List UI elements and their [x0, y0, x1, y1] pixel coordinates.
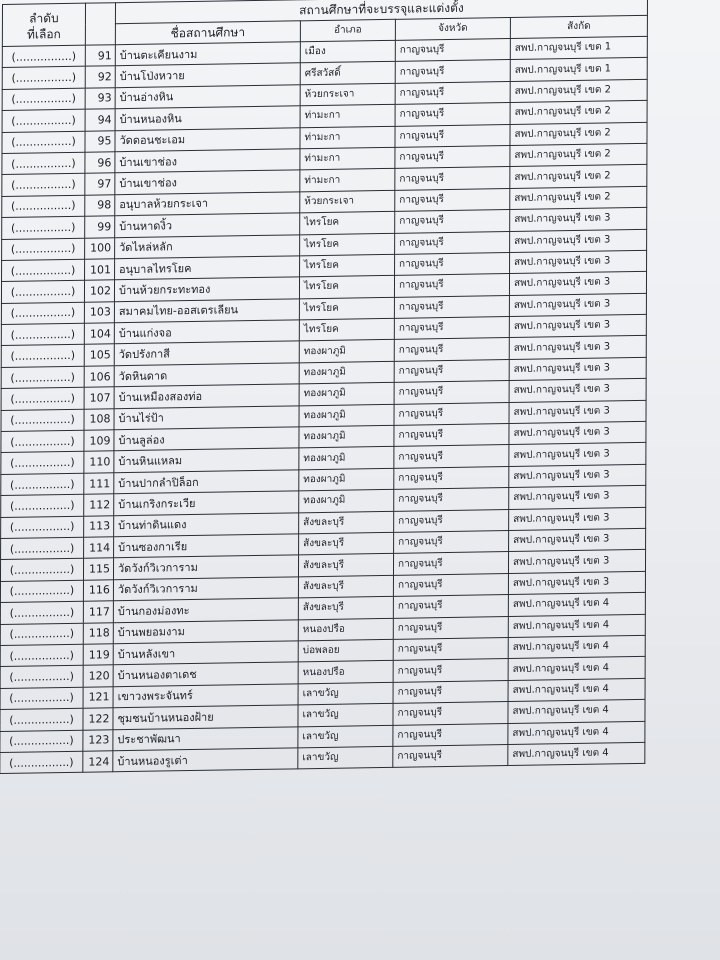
row-number: 114 [84, 537, 114, 559]
row-number: 94 [85, 109, 115, 131]
province-name: กาญจนบุรี [393, 723, 508, 746]
amphoe-name: ทองผาภูมิ [299, 468, 394, 491]
province-name: กาญจนบุรี [393, 659, 508, 682]
affiliation-name: สพป.กาญจนบุรี เขต 3 [510, 229, 647, 253]
province-name: กาญจนบุรี [395, 252, 510, 275]
school-name: บ้านท่าดินแดง [114, 512, 299, 536]
amphoe-name: เมือง [300, 40, 395, 63]
school-name: บ้านซองกาเรีย [114, 534, 299, 558]
row-number: 112 [84, 494, 114, 516]
selection-blank: (................) [2, 238, 85, 261]
amphoe-name: เลาขวัญ [298, 746, 393, 769]
selection-blank: (................) [1, 281, 84, 304]
affiliation-name: สพป.กาญจนบุรี เขต 4 [508, 721, 645, 745]
affiliation-name: สพป.กาญจนบุรี เขต 3 [509, 443, 646, 467]
row-number: 117 [83, 601, 113, 623]
province-name: กาญจนบุรี [395, 167, 510, 190]
amphoe-name: ไทรโยค [299, 276, 394, 299]
province-name: กาญจนบุรี [393, 573, 508, 596]
province-name: กาญจนบุรี [394, 359, 509, 382]
province-name: กาญจนบุรี [395, 188, 510, 211]
school-name: บ้านแก่งจอ [114, 320, 299, 344]
selection-blank: (................) [1, 345, 84, 368]
affiliation-name: สพป.กาญจนบุรี เขต 4 [508, 700, 645, 724]
affiliation-name: สพป.กาญจนบุรี เขต 3 [509, 272, 646, 296]
school-name: บ้านตะเคียนงาม [115, 42, 300, 66]
row-number: 115 [83, 558, 113, 580]
affiliation-name: สพป.กาญจนบุรี เขต 3 [509, 314, 646, 338]
amphoe-name: บ่อพลอย [298, 639, 393, 662]
amphoe-name: ทองผาภูมิ [299, 425, 394, 448]
selection-blank: (................) [2, 152, 85, 175]
amphoe-name: ท่ามะกา [300, 126, 395, 149]
affiliation-name: สพป.กาญจนบุรี เขต 3 [508, 550, 645, 574]
school-name: เขาวงพระจันทร์ [113, 684, 298, 708]
school-name: บ้านหลังเขา [113, 641, 298, 665]
affiliation-name: สพป.กาญจนบุรี เขต 3 [510, 250, 647, 274]
school-name: บ้านห้วยกระทะทอง [114, 277, 299, 301]
affiliation-name: สพป.กาญจนบุรี เขต 4 [508, 614, 645, 638]
amphoe-name: ทองผาภูมิ [299, 340, 394, 363]
affiliation-name: สพป.กาญจนบุรี เขต 3 [509, 464, 646, 488]
province-name: กาญจนบุรี [394, 466, 509, 489]
amphoe-name: หนองปรือ [298, 661, 393, 684]
province-name: กาญจนบุรี [393, 637, 508, 660]
selection-blank: (................) [1, 537, 84, 560]
school-name: บ้านลูล่อง [114, 427, 299, 451]
row-number: 116 [83, 580, 113, 602]
selection-blank: (................) [0, 644, 83, 667]
amphoe-name: หนองปรือ [298, 618, 393, 641]
school-name: วัดดอนชะเอม [115, 127, 300, 151]
row-number: 103 [84, 301, 114, 323]
province-name: กาญจนบุรี [395, 124, 510, 147]
row-number: 111 [84, 473, 114, 495]
school-name: วัดหินดาด [114, 363, 299, 387]
amphoe-name: เลาขวัญ [298, 703, 393, 726]
province-name: กาญจนบุรี [395, 39, 510, 62]
row-number: 95 [85, 130, 115, 152]
school-name: บ้านเขาช่อง [115, 170, 300, 194]
province-header: จังหวัด [395, 18, 510, 41]
selection-blank: (................) [0, 666, 83, 689]
school-name: วัดวังก์วิเวการาม [113, 555, 298, 579]
affiliation-header: สังกัด [510, 15, 647, 38]
row-number: 109 [84, 430, 114, 452]
selection-blank: (................) [0, 623, 83, 646]
selection-blank: (................) [0, 708, 83, 731]
selection-blank: (................) [0, 559, 83, 582]
selection-blank: (................) [2, 67, 85, 90]
row-number: 123 [83, 729, 113, 751]
amphoe-name: ไทรโยค [300, 233, 395, 256]
row-number: 97 [85, 173, 115, 195]
selection-blank: (................) [2, 195, 85, 218]
row-number: 110 [84, 451, 114, 473]
affiliation-name: สพป.กาญจนบุรี เขต 2 [510, 165, 647, 189]
affiliation-name: สพป.กาญจนบุรี เขต 3 [509, 293, 646, 317]
amphoe-name: ท่ามะกา [300, 104, 395, 127]
affiliation-name: สพป.กาญจนบุรี เขต 3 [509, 486, 646, 510]
row-number: 113 [84, 515, 114, 537]
school-name: อนุบาลไทรโยค [115, 256, 300, 280]
school-name: สมาคมไทย-ออสเตรเลียน [114, 299, 299, 323]
row-number: 101 [85, 259, 115, 281]
school-name: ประชาพัฒนา [113, 726, 298, 750]
amphoe-name: เลาขวัญ [298, 682, 393, 705]
affiliation-name: สพป.กาญจนบุรี เขต 3 [509, 357, 646, 381]
province-name: กาญจนบุรี [393, 616, 508, 639]
selection-blank: (................) [1, 302, 84, 325]
province-name: กาญจนบุรี [395, 81, 510, 104]
selection-blank: (................) [1, 473, 84, 496]
province-name: กาญจนบุรี [394, 402, 509, 425]
row-number: 122 [83, 708, 113, 730]
selection-blank: (................) [1, 494, 84, 517]
province-name: กาญจนบุรี [393, 702, 508, 725]
selection-blank: (................) [1, 430, 84, 453]
row-number: 104 [84, 323, 114, 345]
amphoe-name: สังขละบุรี [299, 532, 394, 555]
school-name: บ้านเกริงกระเวีย [114, 491, 299, 515]
amphoe-name: ท่ามะกา [300, 147, 395, 170]
row-number: 105 [84, 344, 114, 366]
school-name: บ้านปากลำปิล็อก [114, 470, 299, 494]
affiliation-name: สพป.กาญจนบุรี เขต 3 [509, 379, 646, 403]
school-name: บ้านอ่างหิน [115, 85, 300, 109]
province-name: กาญจนบุรี [394, 424, 509, 447]
amphoe-name: ศรีสวัสดิ์ [300, 62, 395, 85]
seq-header [2, 3, 85, 46]
amphoe-header: อำเภอ [300, 19, 395, 41]
row-number: 98 [85, 194, 115, 216]
affiliation-name: สพป.กาญจนบุรี เขต 1 [510, 58, 647, 82]
affiliation-name: สพป.กาญจนบุรี เขต 4 [508, 742, 645, 766]
row-number: 99 [85, 216, 115, 238]
selection-blank: (................) [1, 387, 84, 410]
school-name: ชุมชนบ้านหนองฝ้าย [113, 705, 298, 729]
affiliation-name: สพป.กาญจนบุรี เขต 2 [510, 79, 647, 103]
school-name-header: ชื่อสถานศึกษา [115, 21, 300, 45]
affiliation-name: สพป.กาญจนบุรี เขต 4 [508, 593, 645, 617]
school-name: บ้านเหมืองสองท่อ [114, 384, 299, 408]
seq-header-line1: ลำดับ [29, 11, 59, 26]
selection-blank: (................) [2, 131, 85, 154]
affiliation-name: สพป.กาญจนบุรี เขต 2 [510, 186, 647, 210]
school-name: บ้านหาดงิ้ว [115, 213, 300, 237]
amphoe-name: ไทรโยค [299, 297, 394, 320]
selection-blank: (................) [1, 366, 84, 389]
affiliation-name: สพป.กาญจนบุรี เขต 4 [508, 635, 645, 659]
affiliation-name: สพป.กาญจนบุรี เขต 3 [509, 421, 646, 445]
province-name: กาญจนบุรี [394, 295, 509, 318]
province-name: กาญจนบุรี [394, 488, 509, 511]
affiliation-name: สพป.กาญจนบุรี เขต 3 [509, 528, 646, 552]
province-name: กาญจนบุรี [394, 317, 509, 340]
province-name: กาญจนบุรี [394, 338, 509, 361]
selection-blank: (................) [2, 259, 85, 282]
amphoe-name: สังขละบุรี [298, 597, 393, 620]
province-name: กาญจนบุรี [393, 680, 508, 703]
amphoe-name: ไทรโยค [300, 254, 395, 277]
amphoe-name: ทองผาภูมิ [299, 404, 394, 427]
province-name: กาญจนบุรี [395, 210, 510, 233]
selection-blank: (................) [2, 174, 85, 197]
selection-blank: (................) [0, 751, 83, 774]
selection-blank: (................) [2, 216, 85, 239]
school-name: บ้านกองม่องทะ [113, 598, 298, 622]
amphoe-name: ห้วยกระเจา [300, 83, 395, 106]
school-name: บ้านไร่ป้า [114, 405, 299, 429]
amphoe-name: สังขละบุรี [298, 575, 393, 598]
affiliation-name: สพป.กาญจนบุรี เขต 3 [509, 507, 646, 531]
affiliation-name: สพป.กาญจนบุรี เขต 4 [508, 657, 645, 681]
school-name: บ้านหนองตาเดช [113, 662, 298, 686]
school-name: บ้านโป่งหวาย [115, 63, 300, 87]
school-name: วัดวังก์วิเวการาม [113, 577, 298, 601]
row-number: 91 [85, 45, 115, 67]
school-name: บ้านพยอมงาม [113, 619, 298, 643]
main-header: สถานศึกษาที่จะบรรจุและแต่งตั้ง [115, 0, 647, 24]
row-number: 121 [83, 686, 113, 708]
row-number: 120 [83, 665, 113, 687]
row-number: 108 [84, 408, 114, 430]
row-number: 92 [85, 66, 115, 88]
number-header [85, 3, 115, 45]
province-name: กาญจนบุรี [393, 595, 508, 618]
affiliation-name: สพป.กาญจนบุรี เขต 3 [509, 400, 646, 424]
amphoe-name: ทองผาภูมิ [299, 490, 394, 513]
affiliation-name: สพป.กาญจนบุรี เขต 2 [510, 101, 647, 125]
province-name: กาญจนบุรี [393, 744, 508, 767]
selection-blank: (................) [1, 323, 84, 346]
amphoe-name: ทองผาภูมิ [299, 447, 394, 470]
amphoe-name: สังขละบุรี [299, 511, 394, 534]
amphoe-name: ห้วยกระเจา [300, 190, 395, 213]
school-name: บ้านหินแหลม [114, 448, 299, 472]
row-number: 118 [83, 622, 113, 644]
selection-blank: (................) [1, 452, 84, 475]
row-number: 100 [85, 237, 115, 259]
amphoe-name: ไทรโยค [300, 211, 395, 234]
province-name: กาญจนบุรี [394, 381, 509, 404]
amphoe-name: ทองผาภูมิ [299, 361, 394, 384]
school-name: วัดไหล่หลัก [115, 234, 300, 258]
row-number: 107 [84, 387, 114, 409]
selection-blank: (................) [1, 409, 84, 432]
province-name: กาญจนบุรี [395, 60, 510, 83]
selection-blank: (................) [2, 109, 85, 132]
school-name: บ้านเขาช่อง [115, 149, 300, 173]
affiliation-name: สพป.กาญจนบุรี เขต 4 [508, 678, 645, 702]
province-name: กาญจนบุรี [395, 145, 510, 168]
selection-blank: (................) [0, 730, 83, 753]
selection-blank: (................) [0, 687, 83, 710]
school-name: บ้านหนองหิน [115, 106, 300, 130]
school-name: อนุบาลห้วยกระเจา [115, 192, 300, 216]
selection-blank: (................) [2, 45, 85, 68]
amphoe-name: ท่ามะกา [300, 169, 395, 192]
province-name: กาญจนบุรี [394, 445, 509, 468]
selection-blank: (................) [2, 88, 85, 111]
affiliation-name: สพป.กาญจนบุรี เขต 3 [510, 207, 647, 231]
row-number: 106 [84, 366, 114, 388]
affiliation-name: สพป.กาญจนบุรี เขต 3 [509, 336, 646, 360]
row-number: 96 [85, 152, 115, 174]
province-name: กาญจนบุรี [393, 552, 508, 575]
selection-blank: (................) [1, 516, 84, 539]
amphoe-name: ไทรโยค [299, 318, 394, 341]
amphoe-name: สังขละบุรี [298, 554, 393, 577]
amphoe-name: ทองผาภูมิ [299, 383, 394, 406]
amphoe-name: เลาขวัญ [298, 725, 393, 748]
province-name: กาญจนบุรี [394, 531, 509, 554]
province-name: กาญจนบุรี [394, 274, 509, 297]
selection-blank: (................) [0, 601, 83, 624]
province-name: กาญจนบุรี [395, 103, 510, 126]
affiliation-name: สพป.กาญจนบุรี เขต 1 [510, 36, 647, 60]
seq-header-line2: ที่เลือก [26, 27, 61, 42]
school-name: บ้านหนองรูเต่า [113, 748, 298, 772]
affiliation-name: สพป.กาญจนบุรี เขต 3 [508, 571, 645, 595]
selection-blank: (................) [0, 580, 83, 603]
affiliation-name: สพป.กาญจนบุรี เขต 2 [510, 122, 647, 146]
row-number: 102 [84, 280, 114, 302]
row-number: 119 [83, 644, 113, 666]
school-name: วัดปรังกาสี [114, 341, 299, 365]
affiliation-name: สพป.กาญจนบุรี เขต 2 [510, 143, 647, 167]
table-body [0, 36, 647, 773]
row-number: 93 [85, 88, 115, 110]
row-number: 124 [83, 751, 113, 773]
province-name: กาญจนบุรี [395, 231, 510, 254]
province-name: กาญจนบุรี [394, 509, 509, 532]
